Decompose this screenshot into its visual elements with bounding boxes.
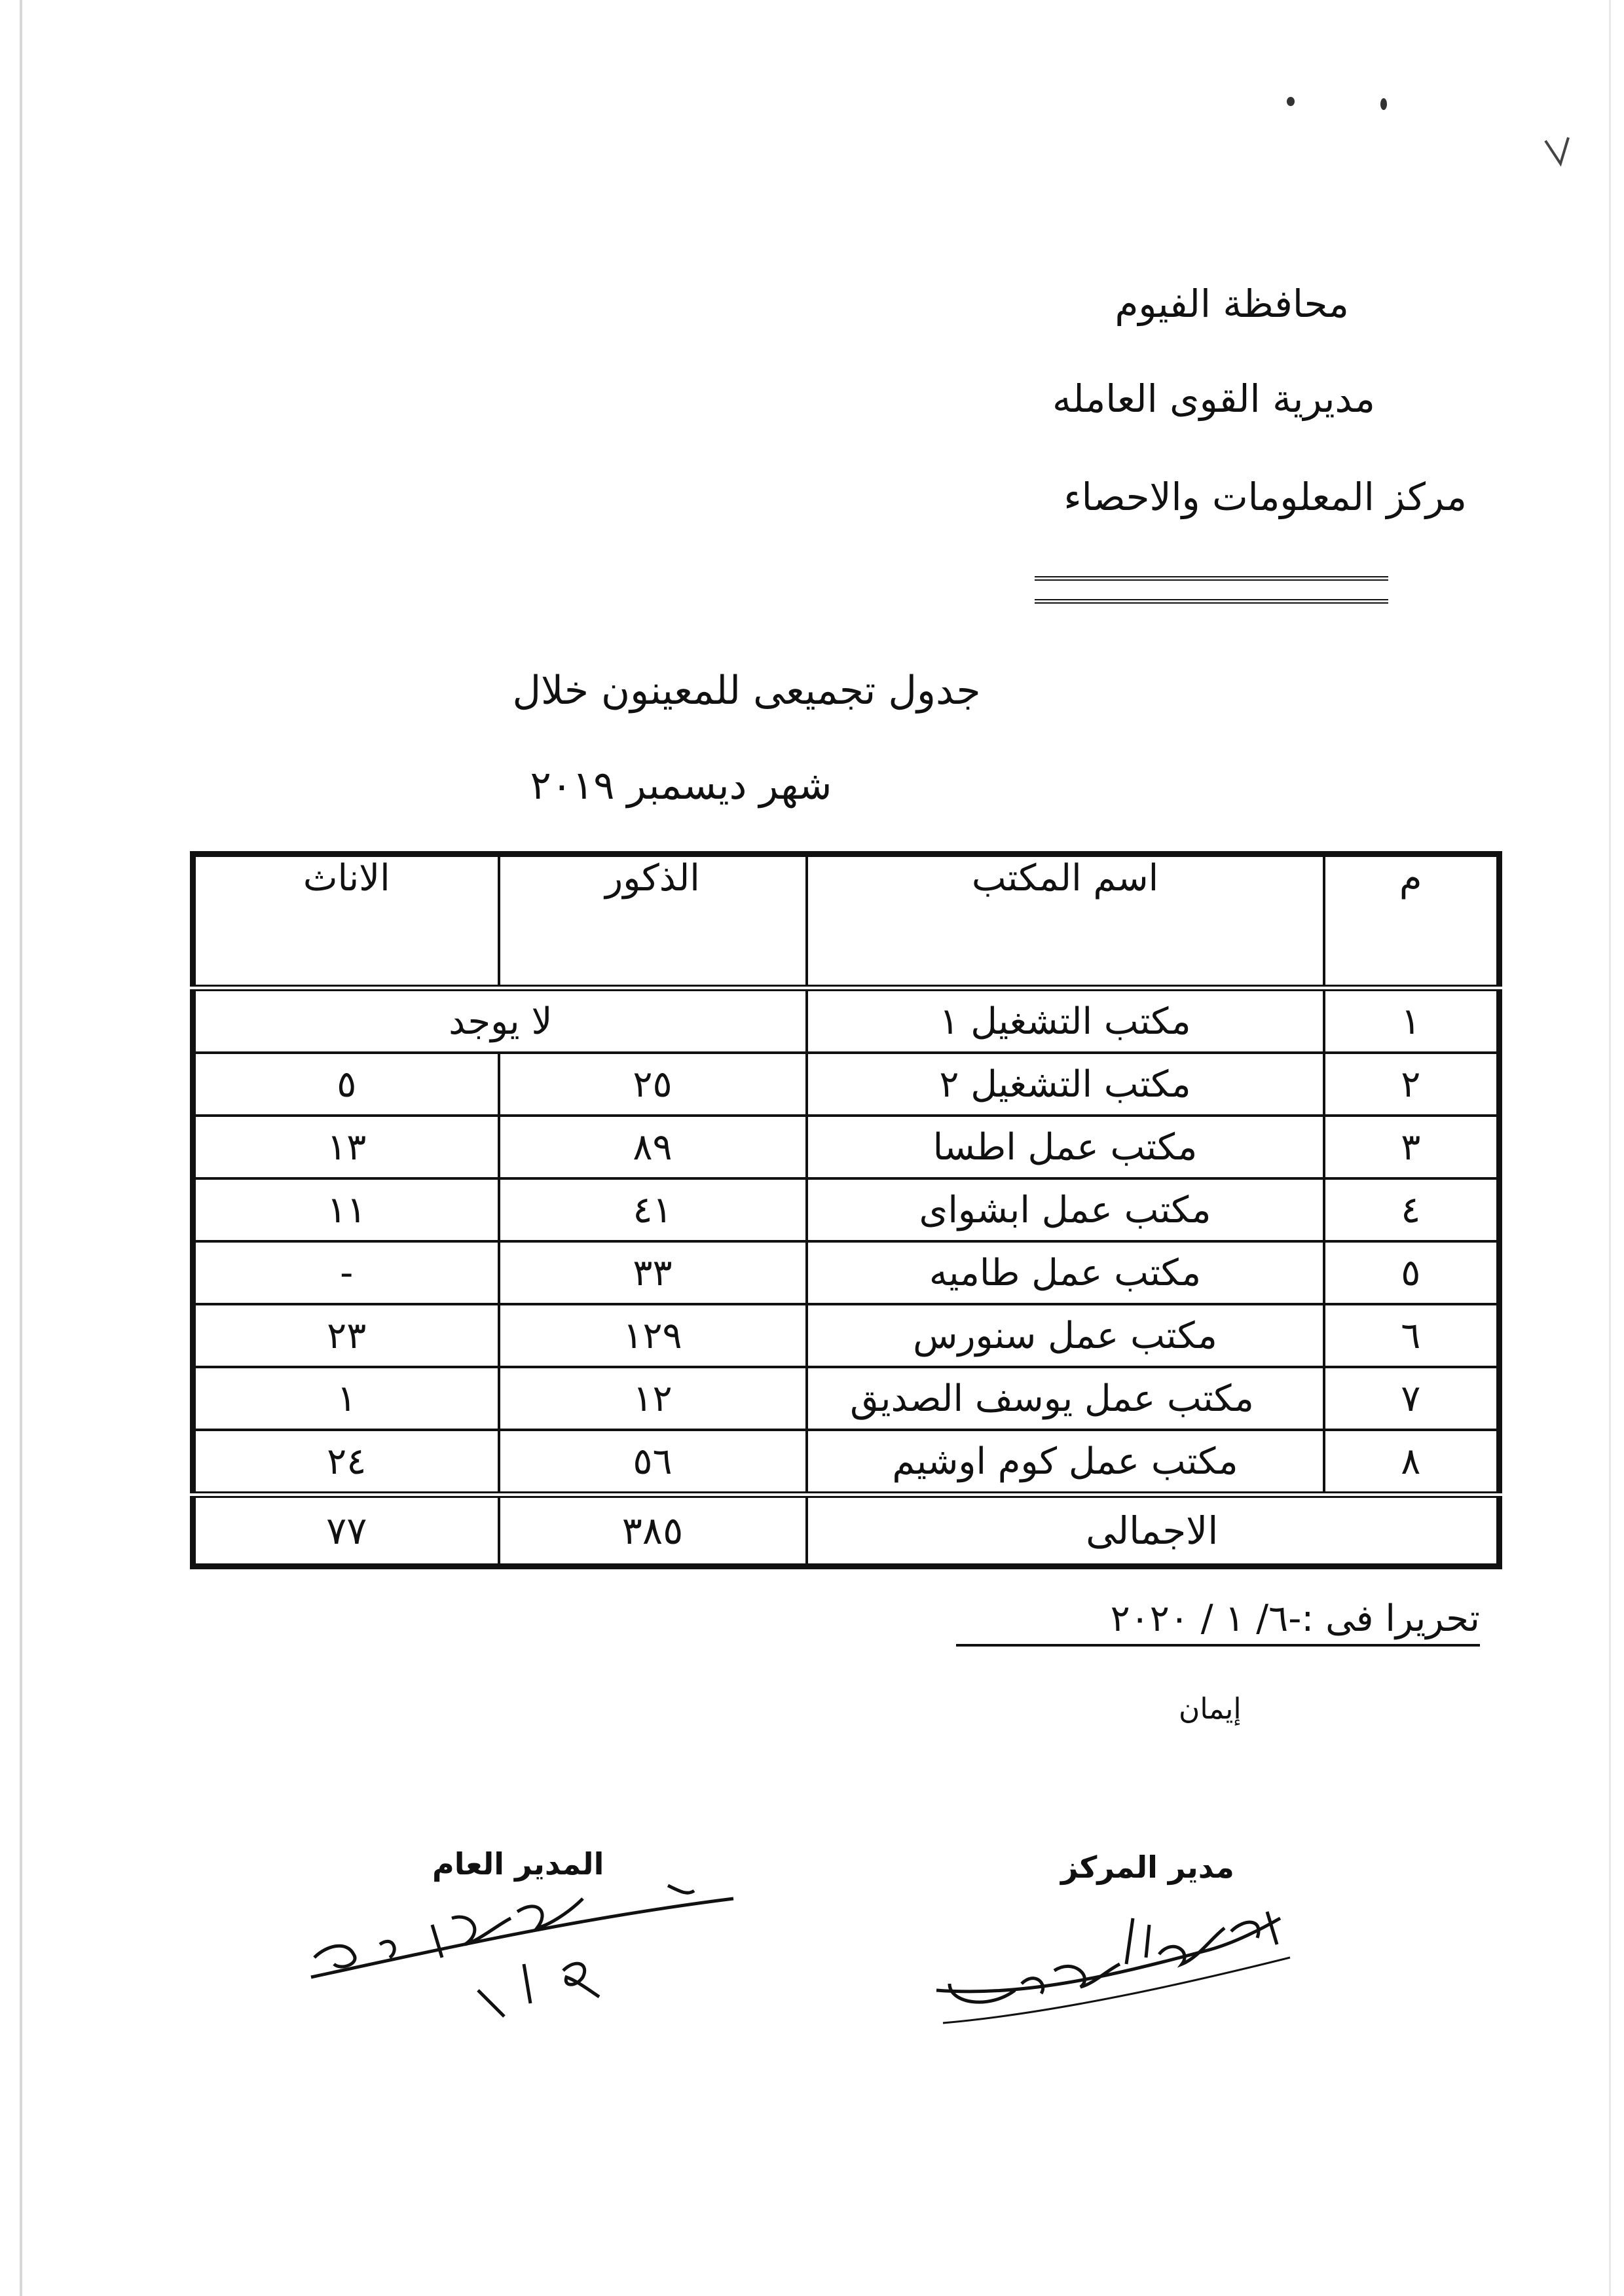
corner-mark [1542, 134, 1575, 173]
header-females: الاناث [193, 854, 499, 989]
table-row [193, 988, 1500, 1053]
table-title: جدول تجميعى للمعينون خلال [512, 668, 981, 714]
row-males: ١٢ [499, 1367, 807, 1430]
center-manager-signature [923, 1892, 1297, 2043]
scan-edge-right [1609, 0, 1611, 2296]
table-row [193, 1367, 1500, 1430]
row-females: ١٣ [193, 1116, 499, 1178]
header-males: الذكور [499, 854, 807, 989]
general-manager-label: المدير العام [432, 1846, 604, 1882]
row-males: ٨٩ [499, 1116, 807, 1178]
row-index: ٢ [1324, 1053, 1500, 1116]
table-subtitle-month: شهر ديسمبر ٢٠١٩ [530, 763, 832, 809]
row-office-name: مكتب التشغيل ١ [807, 988, 1324, 1053]
row-office-name: مكتب عمل يوسف الصديق [807, 1367, 1324, 1430]
issue-date: تحريرا فى :-٦/ ١ / ٢٠٢٠ [956, 1597, 1480, 1647]
row-index: ٦ [1324, 1304, 1500, 1367]
row-males: ٥٦ [499, 1430, 807, 1495]
row-office-name: مكتب عمل اطسا [807, 1116, 1324, 1178]
table-row [193, 1241, 1500, 1304]
center-manager-label: مدير المركز [1061, 1850, 1234, 1885]
row-index: ٣ [1324, 1116, 1500, 1178]
row-index: ٧ [1324, 1367, 1500, 1430]
row-index: ٨ [1324, 1430, 1500, 1495]
scan-speck [1287, 97, 1295, 106]
row-males: ٣٣ [499, 1241, 807, 1304]
total-females: ٧٧ [193, 1495, 499, 1567]
row-females: ٢٤ [193, 1430, 499, 1495]
separator-line [1035, 576, 1388, 604]
table-row [193, 1178, 1500, 1241]
table-row [193, 1116, 1500, 1178]
row-index: ١ [1324, 988, 1500, 1053]
row-office-name: مكتب عمل ابشواى [807, 1178, 1324, 1241]
total-row [193, 1495, 1500, 1567]
scan-edge [20, 0, 22, 2296]
row-males: ١٢٩ [499, 1304, 807, 1367]
row-office-name: مكتب عمل سنورس [807, 1304, 1324, 1367]
general-manager-signature [301, 1872, 747, 2030]
summary-table [190, 851, 1496, 1584]
center-name: مركز المعلومات والاحصاء [1063, 475, 1467, 519]
row-office-name: مكتب التشغيل ٢ [807, 1053, 1324, 1116]
row-office-name: مكتب عمل كوم اوشيم [807, 1430, 1324, 1495]
header-office-name: اسم المكتب [807, 854, 1324, 989]
row-index: ٤ [1324, 1178, 1500, 1241]
row-females: - [193, 1241, 499, 1304]
total-males: ٣٨٥ [499, 1495, 807, 1567]
row-index: ٥ [1324, 1241, 1500, 1304]
row-females: ١ [193, 1367, 499, 1430]
governorate-name: محافظة الفيوم [1115, 282, 1349, 326]
scan-speck [1380, 98, 1387, 110]
total-label: الاجمالى [807, 1495, 1500, 1567]
directorate-name: مديرية القوى العامله [1052, 376, 1375, 421]
table-row [193, 1304, 1500, 1367]
header-index: م [1324, 854, 1500, 989]
row-females: ٢٣ [193, 1304, 499, 1367]
table-row [193, 1053, 1500, 1116]
row-office-name: مكتب عمل طاميه [807, 1241, 1324, 1304]
table-row [193, 1430, 1500, 1495]
row-females: ٥ [193, 1053, 499, 1116]
writer-name: إيمان [1179, 1692, 1242, 1726]
row-males: ٢٥ [499, 1053, 807, 1116]
row-none-merged: لا يوجد [193, 988, 807, 1053]
row-males: ٤١ [499, 1178, 807, 1241]
row-females: ١١ [193, 1178, 499, 1241]
